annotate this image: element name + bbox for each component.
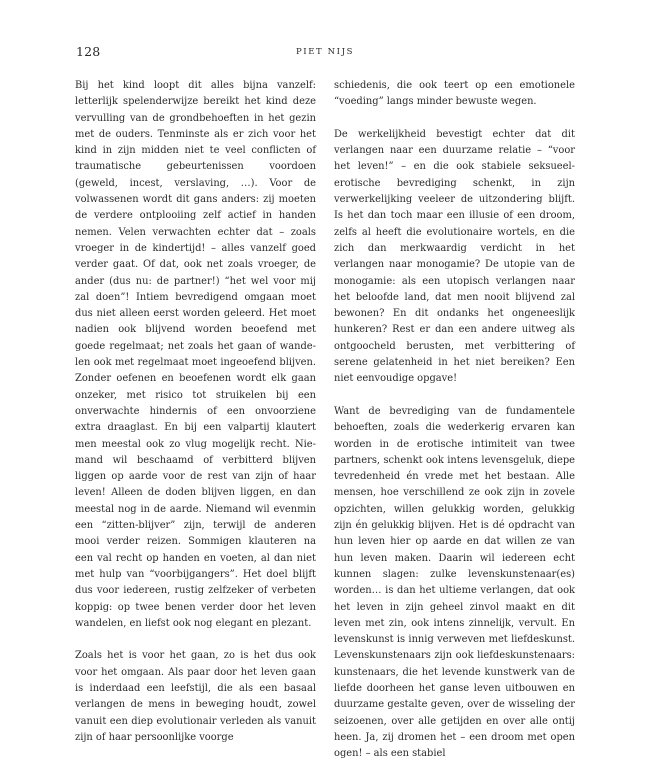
paragraph: Want de bevrediging van de fundamentele behoeften, zoals die wederkerig ervaren kan worden in de erotische intimiteit van twee partners, schenkt ook intens levensgeluk, diepe tevredenheid én vrede met het bestaan. Alle mensen, hoe verschillend ze ook zijn in zovele opzichten, willen gelukkig worden, gelukkig zijn én gelukkig blijven. Het is dé opdracht van hun leven hier op aarde en dat willen ze van hun leven maken. Daarin wil iedereen echt kunnen slagen: zulke levenskunstenaar(es) worden… is dan het ultieme verlangen, dat ook het leven in zijn geheel zinvol maakt en dit leven met zin, ook intens zinnelijk, vervult. En levenskunst is innig verweven met liefdeskunst. Levenskunstenaars zijn ook liefdeskunstenaars: kunstenaars, die het levende kunstwerk van de liefde doorheen het ganse leven uitbouwen en duurzame gestalte geven, over de wisseling der seizoenen, over alle getijden en over alle ontij heen. Ja, zij dromen het – een droom met open ogen! – als een stabiel (334, 405, 575, 760)
running-head: PIET NIJS (295, 47, 355, 57)
right-column (334, 78, 575, 762)
left-column (75, 78, 316, 746)
paragraph: Bij het kind loopt dit alles bijna vanzelf: letterlijk spelenderwijze bereikt het kind deze vervulling van de grondbehoeften in het gezin met de ouders. Tenminste als er zich voor het kind in zijn midden niet te veel conflicten of traumatische gebeurtenissen voordoen (geweld, incest, verslaving, …). Voor de volwassenen wordt dit gans anders: zij moeten de verdere ontplooiing zelf actief in handen nemen. Velen verwachten echter dat – zoals vroeger in de kindertijd! – alles vanzelf goed verder gaat. Of dat, ook net zoals vroeger, de ander (dus nu: de partner!) “het wel voor mij zal doen”! Intiem bevredigend omgaan moet dus niet alleen eerst worden geleerd. Het moet nadien ook blijvend worden beoefend met goede regelmaat; net zoals het gaan of wandelen ook met regelmaat moet ingeoefend blijven. Zonder oefenen en beoefenen wordt elk gaan onzeker, met risico tot struikelen bij een onverwachte hindernis of een onvoorziene extra draaglast. En bij een valpartij klautert men meestal ook zo vlug mogelijk recht. Niemand wil beschaamd of verbitterd blijven liggen op aarde voor de rest van zijn of haar leven! Alleen de doden blijven liggen, en dan meestal nog in de aarde. Niemand wil evenmin een “zitten-blijver” zijn, terwijl de anderen mooi verder reizen. Sommigen klauteren na een val recht op handen en voeten, al dan niet met hulp van “voorbijgangers”. Het doel blijft dus voor iedereen, rustig zelfzeker of verbeten koppig: op twee benen verder door het leven wandelen, en liefst ook nog elegant en plezant. (75, 80, 316, 629)
paragraph: Zoals het is voor het gaan, zo is het dus ook voor het omgaan. Als paar door het leven gaan is inderdaad een leefstijl, die als een basaal verlangen de mens in beweging houdt, zowel vanuit een diep evolutionair verleden als vanuit zijn of haar persoonlijke voorge (75, 650, 316, 743)
paragraph: schiedenis, die ook teert op een emotionele “voeding” langs minder bewuste wegen. (334, 80, 575, 108)
page-number: 128 (76, 44, 101, 59)
paragraph: De werkelijkheid bevestigt echter dat dit verlangen naar een duurzame relatie – “voor het leven!” – en die ook stabiele seksueel-erotische bevrediging schenkt, in zijn verwerkelijking veeleer de uitzondering blijft. Is het dan toch maar een illusie of een droom, zelfs al heeft die evolutionaire wortels, en die zich dan merkwaardig verdicht in het verlangen naar monogamie? De utopie van de monogamie: als een utopisch verlangen naar het beloofde land, dat men nooit blijvend zal bewonen? En dit ondanks het ongeneeslijk hunkeren? Rest er dan een andere uitweg als ontgoocheld berusten, met verbittering of serene gelatenheid in het niet bereiken? Een niet eenvoudige opgave! (334, 128, 575, 385)
